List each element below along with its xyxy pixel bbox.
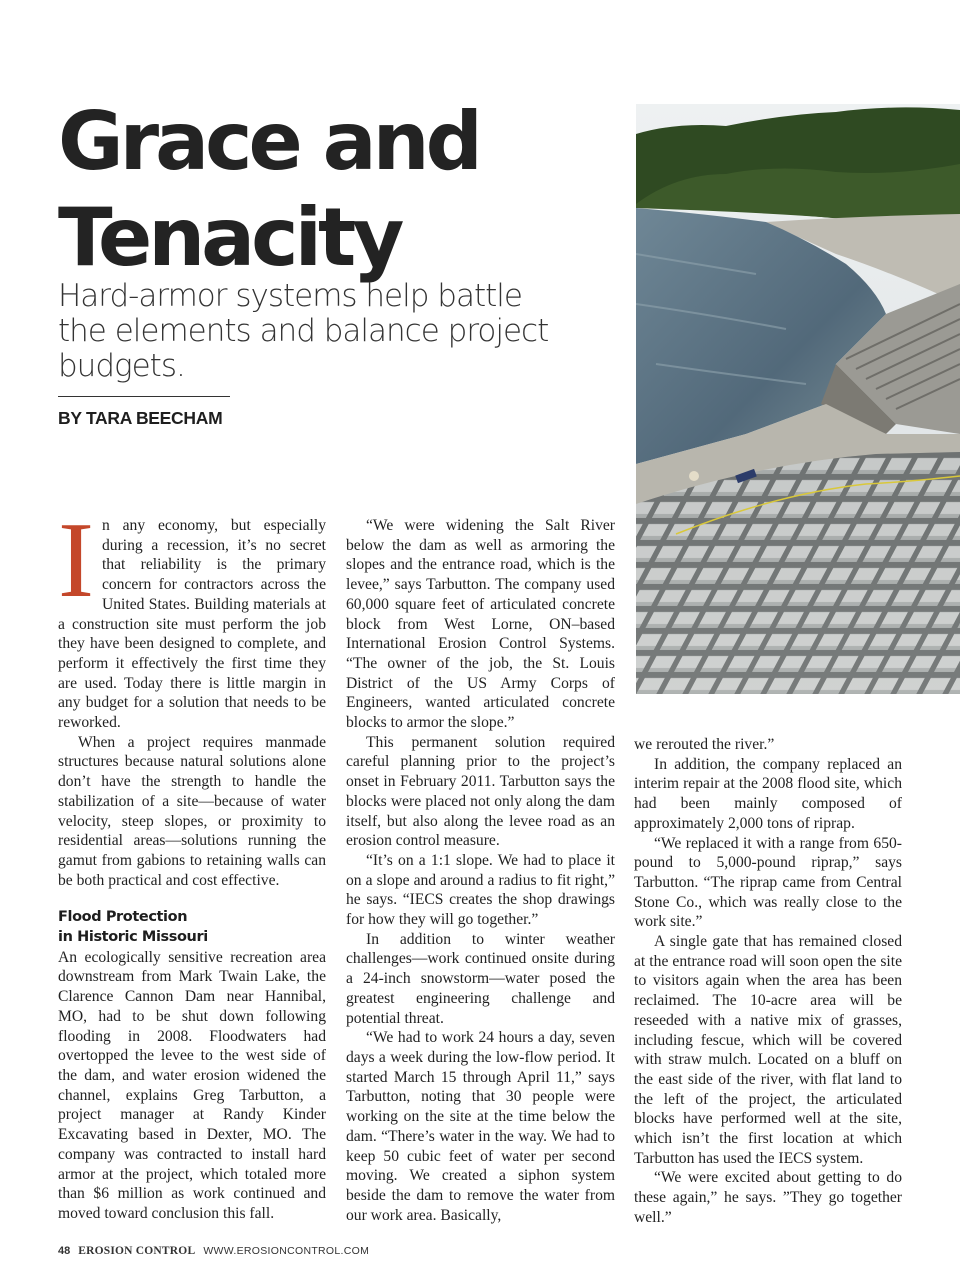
article-column-1 (58, 501, 326, 1224)
paragraph: we rerouted the river.” (634, 736, 775, 753)
paragraph: “It’s on a 1:1 slope. We had to place it on a slope and around a radius to fit right,” he says. “IECS creates the shop drawings for how they will go together.” (346, 851, 615, 929)
article-column-2 (346, 516, 615, 1225)
paragraph: “We were widening the Salt River below the dam as well as armoring the slopes and the entrance road, which is the levee,” says Tarbutton. The company used 60,000 square feet of articulated concrete block from West Lorne, ON–based International Erosion Control Systems. “The owner of the job, the St. Louis District of the US Army Corps of Engineers, wanted articulated concrete blocks to armor the slope.” (346, 517, 615, 732)
title-line-2: Tenacity (58, 191, 401, 284)
paragraph: In addition to winter weather challenges—work continued onsite during a 24-inch snowstorm—water posed the greatest engineering challenge and potential threat. (346, 930, 615, 1027)
paragraph: “We replaced it with a range from 650-pound to 5,000-pound riprap,” says Tarbutton. “The riprap came from Central Stone Co., which was really close to the work site.” (634, 834, 902, 931)
byline: BY TARA BEECHAM (58, 408, 223, 428)
subhead-line-1: Flood Protection (58, 909, 188, 926)
article-photo (636, 104, 960, 694)
paragraph: In addition, the company replaced an interim repair at the 2008 flood site, which had been mainly composed of approximately 2,000 tons of riprap. (634, 755, 902, 832)
paragraph: When a project requires manmade structures because natural solutions alone don’t have the strength to handle the stabilization of a site—because of water velocity, steep slopes, or proximity to residential areas—solutions running the gamut from gabions to retaining walls can be both practical and cost effective. (58, 733, 326, 889)
paragraph: “We had to work 24 hours a day, seven days a week during the low-flow period. It started March 15 through April 11,” says Tarbutton, noting that 30 people were working on the site at the time below the dam. “There’s water in the way. We had to keep 50 cubic feet of water per second moving. We created a siphon system beside the dam to remove the water from our work area. Basically, (346, 1029, 615, 1224)
paragraph: This permanent solution required careful planning prior to the project’s onset in February 2011. Tarbutton says the blocks were placed not only along the dam itself, but also along the levee road as an erosion control measure. (346, 733, 615, 850)
article-title (58, 94, 618, 286)
paragraph: “We were excited about getting to do these again,” he says. ”They go together well.” (634, 1169, 902, 1226)
paragraph: An ecologically sensitive recreation area downstream from Mark Twain Lake, the Clarence Cannon Dam near Hannibal, MO, had to be shut down following flooding in 2008. Floodwaters had overtopped the levee to the west side of the dam, and water erosion widened the channel, explains Greg Tarbutton, a project manager at Randy Kinder Excavating based in Dexter, MO. The company was contracted to install hard armor at the project, which totaled more than $6 million as work continued and moved toward conclusion this fall. (58, 948, 326, 1222)
page-footer (58, 1245, 458, 1257)
subhead-line-2: in Historic Missouri (58, 929, 208, 946)
byline-rule (58, 396, 230, 397)
article-subtitle: Hard-armor systems help battle the elements and balance project budgets. (58, 278, 549, 384)
magazine-url: WWW.EROSIONCONTROL.COM (203, 1245, 370, 1257)
section-subhead (58, 908, 326, 947)
magazine-name: EROSION CONTROL (78, 1245, 196, 1257)
paragraph (58, 501, 326, 733)
article-column-3 (634, 735, 902, 1228)
paragraph: A single gate that has remained closed at the entrance road will soon open the site to visitors again when the area has been reclaimed. The 10-acre area will be reseeded with a native mix of grasses, including fescue, which will be covered with straw mulch. Located on a bluff on the east side of the river, with flat land to the left of the project, the articulated blocks have performed well at the site, which isn’t the first location at which Tarbutton has used the IECS system. (634, 933, 902, 1167)
drop-cap: I (58, 501, 94, 620)
title-line-1: Grace and (58, 95, 479, 188)
photo-river-icon (636, 104, 960, 694)
page-number: 48 (58, 1245, 71, 1257)
paragraph-text: n any economy, but especially during a recession, it’s no secret that reliability is the primary concern for contractors across the United States. Building materials at a construction site must perform the job they have been designed to complete, and perform it effectively the first time they are used. Today there is little margin in any budget for a solution that needs to be reworked. (58, 517, 326, 732)
